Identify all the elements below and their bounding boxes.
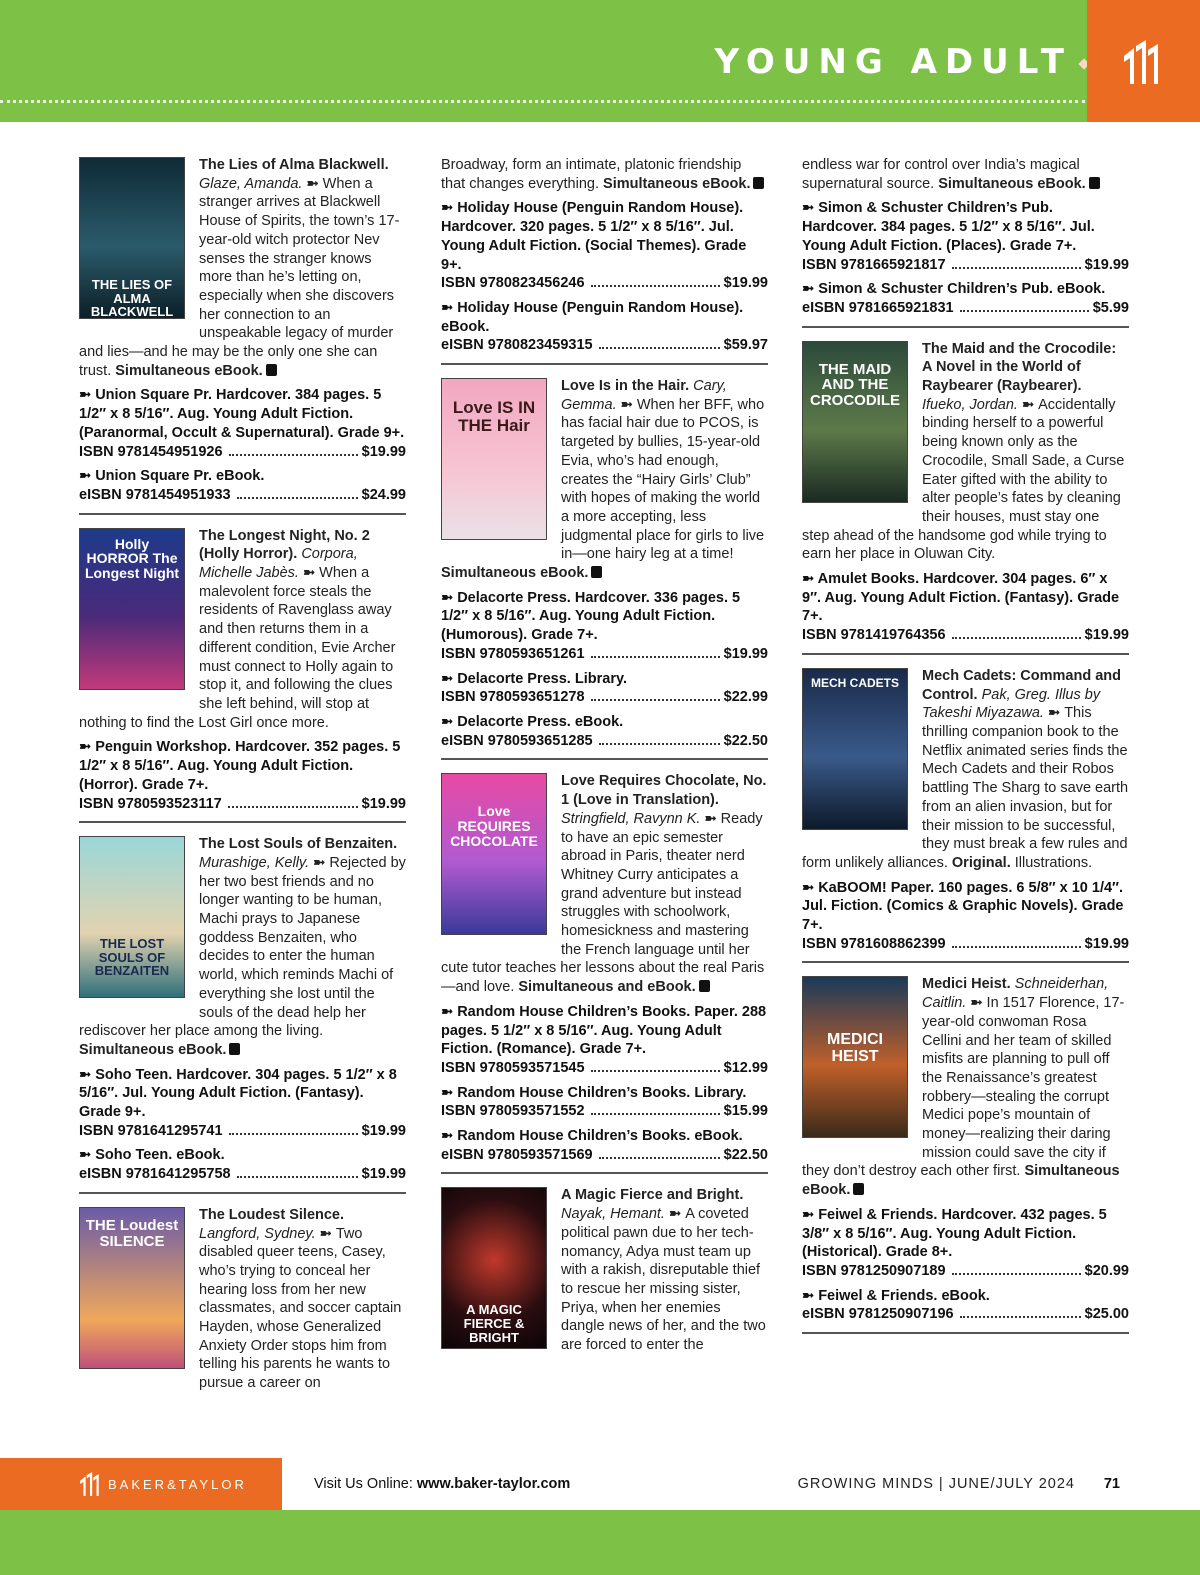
book-cover-image[interactable] xyxy=(441,773,547,935)
leader-dots xyxy=(591,656,720,658)
cover-title-text: THE MAID AND THE CROCODILE xyxy=(810,360,900,410)
ebook-icon xyxy=(229,1043,240,1055)
isbn-price-row xyxy=(79,1122,406,1141)
format-details xyxy=(79,467,406,486)
isbn-number[interactable]: ISBN 9781419764356 xyxy=(802,627,946,644)
book-entry xyxy=(802,156,1129,328)
page-number: 71 xyxy=(1103,1476,1120,1492)
book-entry xyxy=(441,772,768,1174)
format-text: Holiday House (Penguin Random House). eBook. xyxy=(441,299,744,335)
book-entry xyxy=(802,975,1129,1334)
column-3 xyxy=(802,156,1129,1346)
arrow-glyph: ➼ xyxy=(1021,396,1039,413)
book-description-block xyxy=(802,156,1129,193)
format-details xyxy=(802,1287,1129,1306)
price: $22.50 xyxy=(723,732,768,749)
leader-dots xyxy=(952,267,1081,269)
book-author: Nayak, Hemant. xyxy=(561,1206,665,1223)
price: $12.99 xyxy=(723,1059,768,1076)
book-summary: Two disabled queer teens, Casey, who’s trying to conceal her hearing loss from her new classmates, and soccer captain Hayden, whose Generalized Anxiety Order stops him from telling his parents he wants to pursue a career on xyxy=(199,1225,402,1392)
cover-title-text: Love REQUIRES CHOCOLATE xyxy=(450,803,538,849)
arrow-glyph: ➼ xyxy=(802,200,819,217)
format-details xyxy=(802,570,1129,626)
book-title[interactable]: Medici Heist. xyxy=(922,976,1011,993)
isbn-number[interactable]: ISBN 9781665921817 xyxy=(802,256,946,273)
book-summary: When a malevolent force steals the residents of Ravenglass away and then returns them in a different condition, Evie Archer must connect to Holly again to stop it, and following the clues she left behind, will stop at nothing to find the Lost Girl once more. xyxy=(79,565,396,731)
price: $19.99 xyxy=(361,1122,406,1139)
format-text: Soho Teen. Hardcover. 304 pages. 5 1/2″ x 8 5/16″. Jul. Young Adult Fiction. (Fantasy). Grade 9+. xyxy=(79,1066,397,1121)
format-details xyxy=(802,879,1129,935)
price: $59.97 xyxy=(723,337,768,354)
book-entry xyxy=(441,156,768,365)
arrow-glyph: ➼ xyxy=(441,670,458,687)
format-details xyxy=(79,1066,406,1122)
book-title[interactable]: The Lies of Alma Blackwell. xyxy=(199,157,389,173)
isbn-price-row xyxy=(79,486,406,505)
arrow-glyph: ➼ xyxy=(970,995,987,1012)
format-text: Feiwel & Friends. eBook. xyxy=(818,1287,990,1304)
book-summary: When a stranger arrives at Blackwell House of Spirits, the town’s 17-year-old witch protector Nev senses the stranger knows more than he’s letting on, especially when she discovers her connection to an unspeakable legacy of murder and lies—and he may be the only one she can trust. xyxy=(79,175,400,379)
book-summary: When her BFF, who has facial hair due to PCOS, is targeted by bullies, 15-year-old Evia, who’s had enough, creates the “Hairy Girls’ Club” with hopes of making the world a more accepting, less judgmental place for girls to live in—one hairy leg at a time! xyxy=(561,396,765,563)
book-entry xyxy=(79,1206,406,1401)
isbn-price-row xyxy=(79,795,406,814)
cover-title-text: THE LIES OF ALMA BLACKWELL xyxy=(90,277,174,319)
book-description-block xyxy=(802,667,1129,873)
footer-brand xyxy=(0,1458,282,1510)
isbn-price-row xyxy=(802,256,1129,275)
isbn-price-row xyxy=(79,1165,406,1184)
section-title: YOUNG ADULT xyxy=(714,42,1072,82)
leader-dots xyxy=(591,285,720,287)
cover-title-text: Love IS IN THE Hair xyxy=(452,398,536,435)
book-description-block xyxy=(79,156,406,380)
price: $19.99 xyxy=(1084,935,1129,952)
book-description-block xyxy=(441,156,768,193)
book-cover-image[interactable] xyxy=(441,378,547,540)
book-description-block xyxy=(79,527,406,733)
book-title[interactable]: Love Requires Chocolate, No. 1 (Love in Translation). xyxy=(561,773,767,809)
book-cover-image[interactable] xyxy=(802,976,908,1138)
format-details xyxy=(79,738,406,794)
book-cover-image[interactable] xyxy=(802,668,908,830)
book-entry xyxy=(79,835,406,1194)
format-details xyxy=(441,589,768,645)
edition-note: Simultaneous eBook. xyxy=(441,565,589,582)
arrow-glyph: ➼ xyxy=(802,879,819,896)
price: $19.99 xyxy=(723,275,768,292)
book-title[interactable]: The Maid and the Crocodile: A Novel in the World of Raybearer (Raybearer). xyxy=(922,340,1117,395)
isbn-number[interactable]: eISBN 9781250907196 xyxy=(802,1306,954,1323)
book-entry xyxy=(79,156,406,515)
format-text: Penguin Workshop. Hardcover. 352 pages. 5 1/2″ x 8 5/16″. Aug. Young Adult Fiction. (Horror). Grade 7+. xyxy=(79,739,401,793)
footer-logo-icon xyxy=(79,1472,101,1496)
ebook-icon xyxy=(591,566,602,578)
format-details xyxy=(441,713,768,732)
isbn-number[interactable]: eISBN 9780593651285 xyxy=(441,732,593,749)
leader-dots xyxy=(952,946,1081,948)
format-details xyxy=(441,1127,768,1146)
book-title[interactable]: The Longest Night, No. 2 (Holly Horror). xyxy=(199,527,370,563)
isbn-number[interactable]: eISBN 9780593571569 xyxy=(441,1146,593,1163)
arrow-glyph: ➼ xyxy=(79,739,96,756)
book-description-block xyxy=(441,377,768,583)
price: $19.99 xyxy=(361,1166,406,1183)
arrow-glyph: ➼ xyxy=(79,1066,96,1083)
arrow-glyph: ➼ xyxy=(306,175,323,192)
format-text: Soho Teen. eBook. xyxy=(95,1147,225,1164)
leader-dots xyxy=(229,454,358,456)
edition-note: Simultaneous eBook. xyxy=(802,1163,1120,1199)
isbn-number[interactable]: ISBN 9781454951926 xyxy=(79,443,223,460)
isbn-number[interactable]: ISBN 9780593651261 xyxy=(441,645,585,662)
price: $22.50 xyxy=(723,1146,768,1163)
isbn-number[interactable]: ISBN 9780593651278 xyxy=(441,689,585,706)
footer xyxy=(0,1458,1200,1510)
visit-label: Visit Us Online: xyxy=(314,1476,413,1492)
format-text: Union Square Pr. eBook. xyxy=(95,468,265,485)
arrow-glyph: ➼ xyxy=(704,810,721,827)
leader-dots xyxy=(599,743,720,745)
leader-dots xyxy=(237,497,358,499)
arrow-glyph: ➼ xyxy=(441,713,458,730)
book-author: Corpora, Michelle Jabès. xyxy=(199,546,358,582)
format-details xyxy=(79,386,406,442)
book-description-block xyxy=(802,340,1129,564)
book-description-block xyxy=(79,1206,406,1393)
price: $19.99 xyxy=(361,443,406,460)
footer-brand-name: BAKER&TAYLOR xyxy=(108,1477,247,1492)
isbn-number[interactable]: ISBN 9780593523117 xyxy=(79,795,222,812)
price: $19.99 xyxy=(361,795,406,812)
format-details xyxy=(441,1084,768,1103)
book-description-block xyxy=(79,835,406,1059)
column-2 xyxy=(441,156,768,1375)
book-title[interactable]: The Loudest Silence. xyxy=(199,1206,345,1223)
isbn-price-row xyxy=(441,645,768,664)
isbn-price-row xyxy=(441,1146,768,1165)
format-text: KaBOOM! Paper. 160 pages. 6 5/8″ x 10 1/4″. Jul. Fiction. (Comics & Graphic Novels). Grade 7+. xyxy=(802,879,1124,934)
isbn-number[interactable]: ISBN 9780593571545 xyxy=(441,1059,585,1076)
edition-note: Simultaneous eBook. xyxy=(79,1041,227,1058)
edition-note: Simultaneous eBook. xyxy=(115,362,263,379)
book-summary: A coveted political pawn due to her technomancy, Adya must team up with a rakish, disreputable thief to rescue her missing sister, Priya, when her enemies dangle news of her, and the two are forced to enter the xyxy=(561,1206,766,1354)
book-author: Stringfield, Ravynn K. xyxy=(561,810,701,827)
arrow-glyph: ➼ xyxy=(802,1287,819,1304)
isbn-price-row xyxy=(441,1059,768,1078)
cover-title-text: Holly HORROR The Longest Night xyxy=(84,535,180,582)
ebook-icon xyxy=(853,1183,864,1195)
cover-title-text: A MAGIC FIERCE & BRIGHT xyxy=(463,1302,525,1345)
format-details xyxy=(441,199,768,274)
isbn-price-row xyxy=(441,336,768,355)
isbn-number[interactable]: ISBN 9781250907189 xyxy=(802,1262,946,1279)
book-author: Murashige, Kelly. xyxy=(199,854,310,871)
arrow-glyph: ➼ xyxy=(620,396,637,413)
isbn-price-row xyxy=(441,732,768,751)
arrow-glyph: ➼ xyxy=(319,1225,336,1242)
isbn-number[interactable]: ISBN 9780593571552 xyxy=(441,1103,585,1120)
book-title[interactable]: The Lost Souls of Benzaiten. xyxy=(199,836,398,853)
price: $15.99 xyxy=(723,1103,768,1120)
format-text: Simon & Schuster Children’s Pub. eBook. xyxy=(818,281,1106,298)
format-text: Random House Children’s Books. Library. xyxy=(457,1084,747,1101)
isbn-number[interactable]: eISBN 9781641295758 xyxy=(79,1166,231,1183)
book-title[interactable]: Love Is in the Hair. xyxy=(561,378,690,395)
format-text: Delacorte Press. eBook. xyxy=(457,713,624,730)
book-title[interactable]: A Magic Fierce and Bright. xyxy=(561,1187,744,1204)
price: $24.99 xyxy=(361,486,406,503)
arrow-glyph: ➼ xyxy=(802,1206,819,1223)
arrow-glyph: ➼ xyxy=(441,1084,458,1101)
isbn-number[interactable]: ISBN 9780823456246 xyxy=(441,275,585,292)
leader-dots xyxy=(599,1157,720,1159)
book-author: Glaze, Amanda. xyxy=(199,175,303,192)
format-text: Feiwel & Friends. Hardcover. 432 pages. 5 3/8″ x 8 5/16″. Aug. Young Adult Fiction. (Historical). Grade 8+. xyxy=(802,1206,1107,1261)
brand-logo-tab xyxy=(1087,0,1200,122)
book-author: Langford, Sydney. xyxy=(199,1225,316,1242)
isbn-price-row xyxy=(802,299,1129,318)
leader-dots xyxy=(952,1273,1081,1275)
bottom-band xyxy=(0,1510,1200,1575)
arrow-glyph: ➼ xyxy=(79,1147,96,1164)
ebook-icon xyxy=(753,177,764,189)
book-summary: This thrilling companion book to the Netflix animated series finds the Mech Cadets and their Robos battling The Sharg to save earth from an alien invasion, but for their mission to be successful, they must break a few rules and form unlikely alliances. xyxy=(802,705,1129,871)
format-details xyxy=(441,670,768,689)
price: $5.99 xyxy=(1092,299,1129,316)
price: $19.99 xyxy=(1084,256,1129,273)
book-author: Cary, Gemma. xyxy=(561,378,727,413)
book-summary: Ready to have an epic semester abroad in Paris, theater nerd Whitney Curry anticipates a grand adventure but instead struggles with schoolwork, homesickness and mastering the French language until her cute tutor teaches her lessons about the real Paris—and love. xyxy=(441,810,765,996)
ebook-icon xyxy=(699,980,710,992)
book-cover-image[interactable] xyxy=(802,341,908,503)
book-cover-image[interactable] xyxy=(79,528,185,690)
isbn-price-row xyxy=(802,1262,1129,1281)
visit-url-link[interactable]: www.baker-taylor.com xyxy=(416,1476,571,1492)
format-text: Amulet Books. Hardcover. 304 pages. 6″ x 9″. Aug. Young Adult Fiction. (Fantasy). Grade 7+. xyxy=(802,571,1120,625)
format-text: Delacorte Press. Hardcover. 336 pages. 5 1/2″ x 8 5/16″. Aug. Young Adult Fiction. (Humorous). Grade 7+. xyxy=(441,589,741,644)
isbn-number[interactable]: eISBN 9781454951933 xyxy=(79,486,231,503)
isbn-price-row xyxy=(802,1305,1129,1324)
price: $25.00 xyxy=(1084,1306,1129,1323)
cover-title-text: MEDICI HEIST xyxy=(827,1031,883,1066)
book-author: Schneiderhan, Caitlin. xyxy=(922,976,1109,1012)
isbn-number[interactable]: eISBN 9781665921831 xyxy=(802,299,954,316)
arrow-glyph: ➼ xyxy=(441,1003,458,1020)
visit-online xyxy=(314,1476,570,1492)
isbn-number[interactable]: ISBN 9781641295741 xyxy=(79,1122,223,1139)
leader-dots xyxy=(591,1113,720,1115)
format-text: Delacorte Press. Library. xyxy=(457,670,627,687)
book-description-block xyxy=(441,1186,768,1354)
price: $19.99 xyxy=(723,645,768,662)
book-entry xyxy=(802,667,1129,964)
arrow-glyph: ➼ xyxy=(1048,705,1065,722)
book-author: Ifueko, Jordan. xyxy=(922,396,1018,413)
continued-description: endless war for control over India’s magical supernatural source. xyxy=(802,157,1080,192)
leader-dots xyxy=(591,1070,720,1072)
book-summary: Accidentally binding herself to a powerful being known only as the Crocodile, Small Sade, a Curse Eater gifted with the ability to alter people’s fates by cleaning their houses, must stay one step ahead of the handsome god while trying to earn her place in Oluwan City. xyxy=(802,396,1125,563)
format-details xyxy=(441,299,768,336)
book-description-block xyxy=(441,772,768,996)
book-title[interactable]: Mech Cadets: Command and Control. xyxy=(922,667,1121,703)
price: $19.99 xyxy=(1084,627,1129,644)
ebook-icon xyxy=(266,364,277,376)
edition-note: Simultaneous and eBook. xyxy=(518,979,696,996)
isbn-price-row xyxy=(441,688,768,707)
arrow-glyph: ➼ xyxy=(441,589,458,606)
isbn-number[interactable]: ISBN 9781608862399 xyxy=(802,935,946,952)
isbn-price-row xyxy=(79,443,406,462)
brand-logo-icon xyxy=(1122,40,1162,84)
ebook-icon xyxy=(1089,177,1100,189)
cover-title-text: MECH CADETS xyxy=(810,675,899,690)
column-1 xyxy=(79,156,406,1413)
leader-dots xyxy=(960,1316,1081,1318)
book-summary: Rejected by her two best friends and no longer wanting to be human, Machi prays to Japanese goddess Benzaiten, who decides to enter the human world, which reminds Machi of everything she lost until the souls of the dead help her rediscover her place among the living. xyxy=(79,854,406,1040)
isbn-price-row xyxy=(802,935,1129,954)
isbn-price-row xyxy=(802,626,1129,645)
leader-dots xyxy=(599,347,720,349)
cover-title-text: THE Loudest SILENCE xyxy=(85,1216,179,1250)
arrow-glyph: ➼ xyxy=(802,281,819,298)
isbn-price-row xyxy=(441,274,768,293)
section-header xyxy=(0,0,1200,122)
format-details xyxy=(802,1206,1129,1262)
book-cover-image[interactable] xyxy=(79,1207,185,1369)
arrow-glyph: ➼ xyxy=(802,571,818,588)
price: $20.99 xyxy=(1084,1262,1129,1279)
book-author: Pak, Greg. Illus by Takeshi Miyazawa. xyxy=(922,686,1101,722)
edition-note: Original. xyxy=(951,854,1011,871)
leader-dots xyxy=(952,637,1081,639)
arrow-glyph: ➼ xyxy=(79,468,96,485)
format-text: Holiday House (Penguin Random House). Hardcover. 320 pages. 5 1/2″ x 8 5/16″. Jul. Young Adult Fiction. (Social Themes). Grade 9+. xyxy=(441,200,747,273)
edition-note: Simultaneous eBook. xyxy=(938,175,1086,192)
leader-dots xyxy=(228,806,358,808)
book-cover-image[interactable] xyxy=(441,1187,547,1349)
edition-extra: Illustrations. xyxy=(1014,854,1093,871)
format-text: Union Square Pr. Hardcover. 384 pages. 5 1/2″ x 8 5/16″. Aug. Young Adult Fiction. (Paranormal, Occult & Supernatural). Grade 9+. xyxy=(79,387,405,441)
arrow-glyph: ➼ xyxy=(79,387,96,404)
book-entry xyxy=(79,527,406,824)
book-entry xyxy=(441,377,768,760)
format-text: Simon & Schuster Children’s Pub. Hardcover. 384 pages. 5 1/2″ x 8 5/16″. Jul. Young Adult Fiction. (Places). Grade 7+. xyxy=(802,200,1095,254)
isbn-price-row xyxy=(441,1102,768,1121)
edition-note: Simultaneous eBook. xyxy=(603,175,751,192)
arrow-glyph: ➼ xyxy=(441,1128,458,1145)
format-text: Random House Children’s Books. Paper. 288 pages. 5 1/2″ x 8 5/16″. Aug. Young Adult Fiction. (Romance). Grade 7+. xyxy=(441,1003,767,1058)
cover-title-text: THE LOST SOULS OF BENZAITEN xyxy=(94,936,170,979)
book-entry xyxy=(441,1186,768,1362)
isbn-number[interactable]: eISBN 9780823459315 xyxy=(441,337,593,354)
issue-label: GROWING MINDS | JUNE/JULY 2024 xyxy=(797,1476,1075,1492)
arrow-glyph: ➼ xyxy=(669,1206,686,1223)
book-description-block xyxy=(802,975,1129,1199)
leader-dots xyxy=(229,1133,358,1135)
continued-description: Broadway, form an intimate, platonic friendship that changes everything. xyxy=(441,157,742,192)
format-details xyxy=(802,199,1129,255)
format-details xyxy=(802,280,1129,299)
format-details xyxy=(79,1146,406,1165)
book-cover-image[interactable] xyxy=(79,157,185,319)
leader-dots xyxy=(960,310,1089,312)
book-summary: In 1517 Florence, 17-year-old conwoman Rosa Cellini and her team of skilled misfits are planning to pull off the Renaissance’s greatest robbery—stealing the corrupt Medici pope’s mountain of money—realizing their daring mission could save the city if they don’t destroy each other first. xyxy=(802,995,1125,1180)
leader-dots xyxy=(237,1176,358,1178)
arrow-glyph: ➼ xyxy=(302,565,320,582)
header-dotted-rule xyxy=(0,100,1085,103)
book-entry xyxy=(802,340,1129,655)
arrow-glyph: ➼ xyxy=(313,854,330,871)
book-cover-image[interactable] xyxy=(79,836,185,998)
leader-dots xyxy=(591,699,720,701)
arrow-glyph: ➼ xyxy=(441,200,458,217)
format-details xyxy=(441,1003,768,1059)
price: $22.99 xyxy=(723,689,768,706)
format-text: Random House Children’s Books. eBook. xyxy=(457,1128,743,1145)
arrow-glyph: ➼ xyxy=(441,299,458,316)
